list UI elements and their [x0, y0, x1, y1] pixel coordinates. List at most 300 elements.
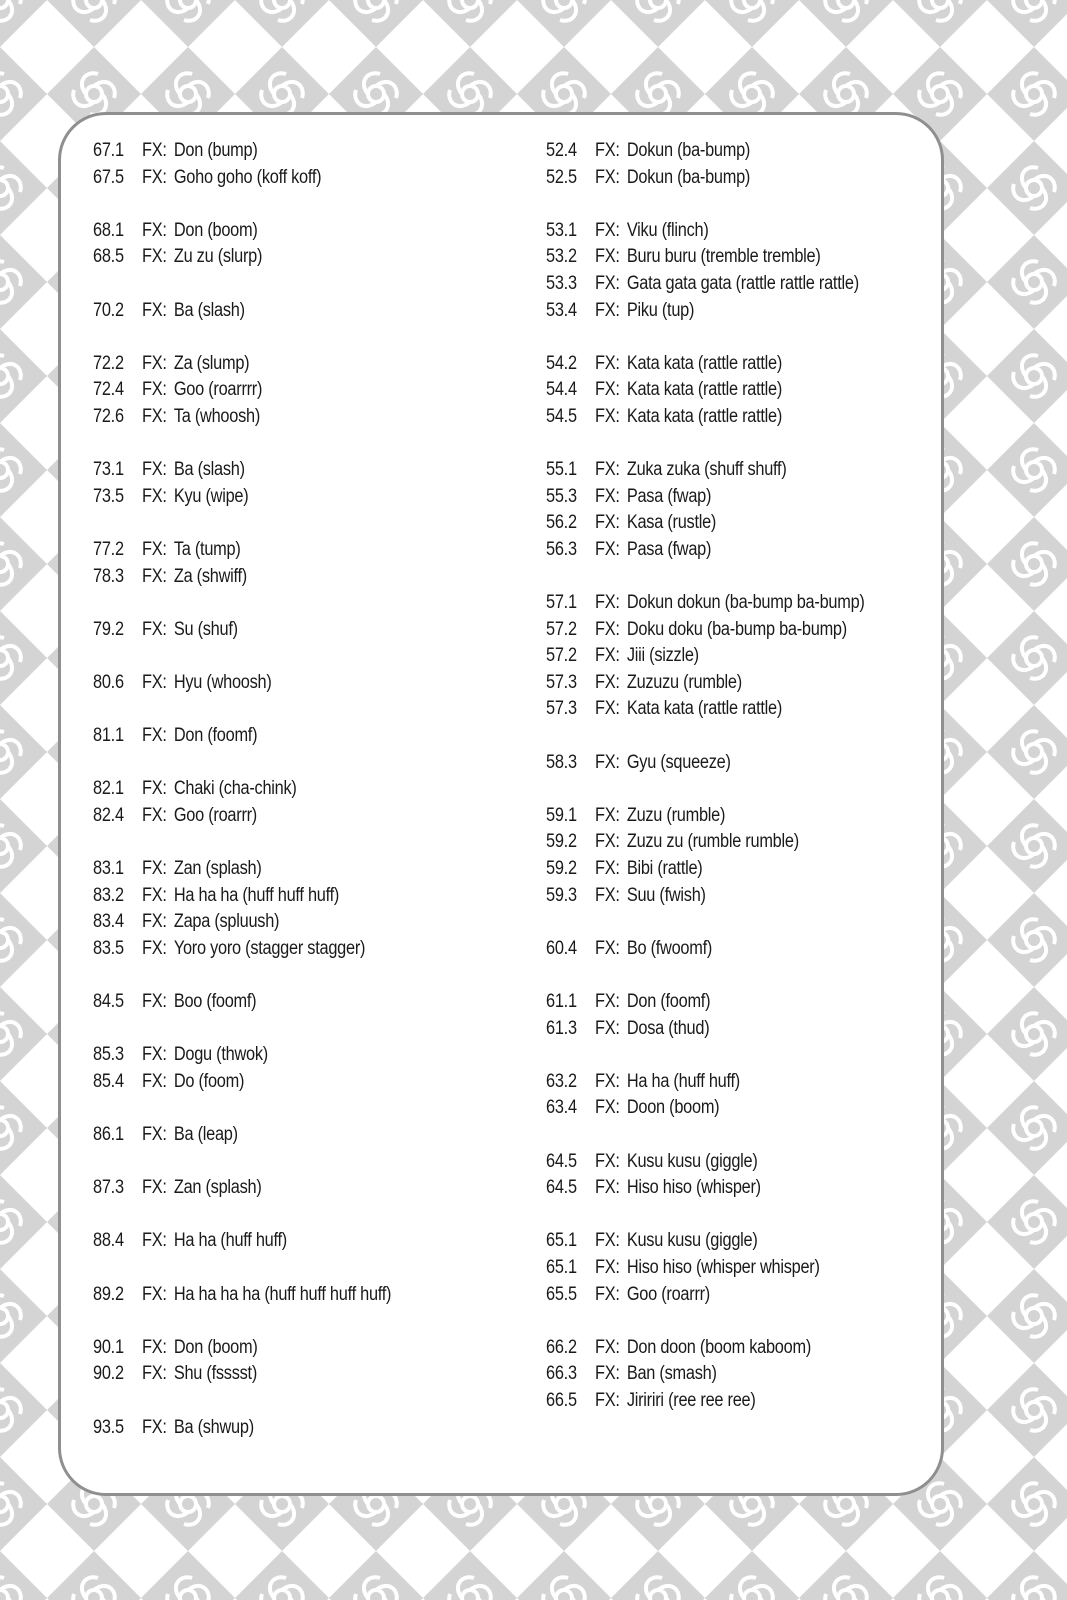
- page-panel-number: 79.2: [93, 618, 124, 640]
- fx-text: Don doon (boom kaboom): [626, 1336, 812, 1358]
- fx-text: Dogu (thwok): [173, 1044, 268, 1066]
- fx-label: FX:: [142, 1416, 167, 1438]
- page-panel-number: 63.2: [546, 1070, 577, 1092]
- fx-entry: [93, 723, 454, 750]
- fx-entry: [546, 936, 907, 963]
- fx-group: [546, 750, 966, 777]
- fx-text: Ta (tump): [173, 538, 241, 560]
- page-panel-number: 73.5: [93, 485, 124, 507]
- fx-label: FX:: [142, 1283, 167, 1305]
- fx-text: Kyu (wipe): [173, 485, 249, 507]
- fx-entry: [93, 351, 454, 378]
- page-panel-number: 66.3: [546, 1363, 577, 1385]
- page-panel-number: 61.3: [546, 1017, 577, 1039]
- fx-label: FX:: [595, 299, 620, 321]
- fx-group: [546, 936, 966, 963]
- fx-label: FX:: [595, 1230, 620, 1252]
- fx-text: Doku doku (ba-bump ba-bump): [626, 618, 847, 640]
- fx-text: Zan (splash): [173, 858, 262, 880]
- page-panel-number: 65.1: [546, 1230, 577, 1252]
- fx-entry: [93, 244, 454, 271]
- page-panel-number: 90.1: [93, 1336, 124, 1358]
- page-panel-number: 59.1: [546, 804, 577, 826]
- fx-group: [546, 457, 966, 563]
- page-panel-number: 83.4: [93, 911, 124, 933]
- fx-entry: [93, 1361, 454, 1388]
- fx-entry: [93, 803, 454, 830]
- fx-group: [93, 670, 513, 697]
- fx-entry: [93, 856, 454, 883]
- page-panel-number: 85.4: [93, 1070, 124, 1092]
- fx-label: FX:: [142, 565, 167, 587]
- fx-text: Hiso hiso (whisper): [626, 1177, 761, 1199]
- page-panel-number: 56.3: [546, 538, 577, 560]
- fx-text: Ba (shwup): [173, 1416, 254, 1438]
- fx-entry: [93, 1175, 454, 1202]
- fx-label: FX:: [142, 1177, 167, 1199]
- fx-label: FX:: [142, 725, 167, 747]
- fx-label: FX:: [595, 698, 620, 720]
- fx-entry: [546, 1255, 907, 1282]
- fx-entry: [546, 1388, 907, 1415]
- fx-entry: [93, 670, 454, 697]
- fx-label: FX:: [142, 911, 167, 933]
- fx-entry: [546, 989, 907, 1016]
- fx-label: FX:: [595, 459, 620, 481]
- fx-entry: [546, 298, 907, 325]
- fx-group: [93, 1122, 513, 1149]
- page-panel-number: 63.4: [546, 1097, 577, 1119]
- fx-text: Buru buru (tremble tremble): [626, 246, 821, 268]
- page-panel-number: 55.3: [546, 485, 577, 507]
- fx-label: FX:: [595, 804, 620, 826]
- fx-label: FX:: [595, 1363, 620, 1385]
- fx-entry: [93, 457, 454, 484]
- fx-text: Hiso hiso (whisper whisper): [626, 1256, 820, 1278]
- page-panel-number: 59.2: [546, 831, 577, 853]
- fx-entry: [546, 138, 907, 165]
- fx-entry: [546, 351, 907, 378]
- page-panel-number: 66.2: [546, 1336, 577, 1358]
- page-panel-number: 57.3: [546, 698, 577, 720]
- fx-label: FX:: [595, 1336, 620, 1358]
- fx-entry: [93, 1069, 454, 1096]
- fx-label: FX:: [595, 538, 620, 560]
- fx-group: [93, 723, 513, 750]
- fx-label: FX:: [595, 1017, 620, 1039]
- page-panel-number: 89.2: [93, 1283, 124, 1305]
- page-panel-number: 60.4: [546, 937, 577, 959]
- fx-text: Kata kata (rattle rattle): [626, 698, 783, 720]
- fx-label: FX:: [142, 991, 167, 1012]
- fx-text: Jiririri (ree ree ree): [626, 1389, 756, 1411]
- fx-entry: [93, 404, 454, 431]
- page-panel-number: 67.1: [93, 140, 124, 161]
- page-panel-number: 57.3: [546, 671, 577, 693]
- fx-entry: [546, 510, 907, 537]
- fx-entry: [546, 1016, 907, 1043]
- page-panel-number: 73.1: [93, 459, 124, 481]
- page-panel-number: 68.1: [93, 219, 124, 241]
- fx-label: FX:: [142, 538, 167, 560]
- fx-entry: [93, 484, 454, 511]
- fx-group: [546, 1335, 966, 1415]
- fx-label: FX:: [595, 858, 620, 880]
- fx-label: FX:: [142, 379, 167, 401]
- fx-text: Goo (roarrrr): [173, 379, 263, 401]
- page-panel-number: 84.5: [93, 991, 124, 1012]
- page-panel-number: 85.3: [93, 1044, 124, 1066]
- fx-text: Boo (foomf): [173, 991, 257, 1012]
- fx-label: FX:: [595, 512, 620, 534]
- fx-label: FX:: [142, 804, 167, 826]
- right-column: [546, 138, 966, 1441]
- fx-entry: [93, 1122, 454, 1149]
- fx-text: Piku (tup): [626, 299, 695, 321]
- fx-label: FX:: [595, 645, 620, 667]
- fx-label: FX:: [142, 485, 167, 507]
- page-panel-number: 82.1: [93, 778, 124, 800]
- fx-group: [546, 1228, 966, 1308]
- fx-group: [546, 1069, 966, 1122]
- fx-text: Kata kata (rattle rattle): [626, 405, 783, 427]
- fx-text: Do (foom): [173, 1070, 245, 1092]
- fx-label: FX:: [595, 405, 620, 427]
- fx-text: Suu (fwish): [626, 884, 706, 906]
- fx-label: FX:: [595, 379, 620, 401]
- fx-group: [546, 989, 966, 1042]
- fx-text: Zuzu (rumble): [626, 804, 726, 826]
- page-panel-number: 55.1: [546, 459, 577, 481]
- fx-text: Kasa (rustle): [626, 512, 717, 534]
- fx-label: FX:: [595, 272, 620, 294]
- fx-label: FX:: [595, 485, 620, 507]
- fx-group: [93, 1282, 513, 1309]
- fx-group: [546, 803, 966, 909]
- page-panel-number: 81.1: [93, 725, 124, 747]
- page-panel-number: 57.1: [546, 592, 577, 614]
- fx-entry: [546, 1228, 907, 1255]
- fx-group: [546, 1149, 966, 1202]
- fx-text: Don (boom): [173, 1336, 258, 1358]
- page-panel-number: 72.6: [93, 405, 124, 427]
- fx-label: FX:: [142, 219, 167, 241]
- fx-entry: [93, 1335, 454, 1362]
- fx-entry: [93, 909, 454, 936]
- fx-text: Ban (smash): [626, 1363, 717, 1385]
- fx-text: Don (boom): [173, 219, 258, 241]
- fx-group: [546, 590, 966, 723]
- fx-text: Goo (roarrr): [173, 804, 258, 826]
- page-panel-number: 72.4: [93, 379, 124, 401]
- fx-text: Viku (flinch): [626, 219, 709, 241]
- fx-entry: [546, 696, 907, 723]
- fx-text: Za (slump): [173, 352, 250, 374]
- fx-text: Gyu (squeeze): [626, 751, 731, 773]
- page-panel-number: 64.5: [546, 1150, 577, 1172]
- fx-entry: [546, 165, 907, 192]
- fx-label: FX:: [595, 246, 620, 268]
- fx-label: FX:: [142, 459, 167, 481]
- fx-label: FX:: [595, 884, 620, 906]
- fx-group: [93, 856, 513, 962]
- fx-label: FX:: [595, 1389, 620, 1411]
- fx-entry: [546, 883, 907, 910]
- left-column: [93, 138, 513, 1468]
- fx-entry: [93, 1415, 454, 1442]
- page-panel-number: 83.5: [93, 937, 124, 959]
- page-panel-number: 59.3: [546, 884, 577, 906]
- fx-entry: [546, 537, 907, 564]
- fx-label: FX:: [142, 858, 167, 880]
- fx-label: FX:: [595, 937, 620, 959]
- fx-entry: [546, 643, 907, 670]
- fx-text: Dokun (ba-bump): [626, 166, 751, 188]
- fx-label: FX:: [142, 1070, 167, 1092]
- fx-label: FX:: [595, 991, 620, 1012]
- fx-label: FX:: [595, 1070, 620, 1092]
- page-panel-number: 57.2: [546, 618, 577, 640]
- fx-label: FX:: [142, 352, 167, 374]
- fx-group: [93, 776, 513, 829]
- fx-text: Ha ha ha ha (huff huff huff huff): [173, 1283, 392, 1305]
- fx-label: FX:: [595, 1283, 620, 1305]
- page-panel-number: 83.2: [93, 884, 124, 906]
- fx-label: FX:: [142, 1336, 167, 1358]
- fx-label: FX:: [595, 166, 620, 188]
- fx-text: Doon (boom): [626, 1097, 720, 1119]
- fx-label: FX:: [595, 592, 620, 614]
- fx-entry: [93, 1042, 454, 1069]
- fx-entry: [93, 776, 454, 803]
- page-panel-number: 67.5: [93, 166, 124, 188]
- fx-label: FX:: [595, 1177, 620, 1199]
- fx-label: FX:: [142, 140, 167, 161]
- fx-group: [93, 1175, 513, 1202]
- fx-text: Zapa (spluush): [173, 911, 280, 933]
- fx-label: FX:: [142, 671, 167, 693]
- fx-text: Dokun (ba-bump): [626, 140, 751, 161]
- fx-entry: [546, 590, 907, 617]
- fx-entry: [546, 484, 907, 511]
- fx-group: [93, 617, 513, 644]
- fx-entry: [546, 829, 907, 856]
- fx-entry: [93, 138, 454, 165]
- fx-group: [93, 138, 513, 191]
- fx-text: Ha ha (huff huff): [626, 1070, 740, 1092]
- page-panel-number: 88.4: [93, 1230, 124, 1252]
- fx-entry: [546, 457, 907, 484]
- fx-entry: [546, 1149, 907, 1176]
- fx-label: FX:: [595, 352, 620, 374]
- fx-text: Pasa (fwap): [626, 538, 712, 560]
- page-panel-number: 61.1: [546, 991, 577, 1012]
- fx-entry: [546, 1335, 907, 1362]
- fx-entry: [546, 750, 907, 777]
- fx-label: FX:: [142, 166, 167, 188]
- fx-entry: [546, 244, 907, 271]
- fx-entry: [546, 1069, 907, 1096]
- fx-label: FX:: [142, 246, 167, 268]
- fx-text: Chaki (cha-chink): [173, 778, 297, 800]
- fx-entry: [546, 670, 907, 697]
- fx-text: Dosa (thud): [626, 1017, 710, 1039]
- page-panel-number: 78.3: [93, 565, 124, 587]
- fx-text: Jiii (sizzle): [626, 645, 699, 667]
- fx-entry: [546, 1095, 907, 1122]
- fx-label: FX:: [142, 1044, 167, 1066]
- fx-entry: [546, 1175, 907, 1202]
- fx-entry: [93, 1282, 454, 1309]
- fx-group: [93, 1228, 513, 1255]
- fx-text: Su (shuf): [173, 618, 238, 640]
- fx-group: [546, 218, 966, 324]
- page-panel-number: 53.2: [546, 246, 577, 268]
- fx-entry: [93, 564, 454, 591]
- fx-label: FX:: [142, 1123, 167, 1145]
- fx-entry: [546, 218, 907, 245]
- fx-entry: [546, 1282, 907, 1309]
- fx-text: Ha ha (huff huff): [173, 1230, 287, 1252]
- page-panel-number: 70.2: [93, 299, 124, 321]
- fx-group: [546, 138, 966, 191]
- fx-label: FX:: [595, 219, 620, 241]
- fx-text: Kusu kusu (giggle): [626, 1230, 758, 1252]
- fx-text: Ta (whoosh): [173, 405, 261, 427]
- fx-text: Dokun dokun (ba-bump ba-bump): [626, 592, 865, 614]
- fx-text: Zuzu zu (rumble rumble): [626, 831, 799, 853]
- fx-text: Don (bump): [173, 140, 258, 161]
- page-panel-number: 53.4: [546, 299, 577, 321]
- page-panel-number: 56.2: [546, 512, 577, 534]
- page-panel-number: 80.6: [93, 671, 124, 693]
- fx-entry: [93, 989, 454, 1016]
- fx-text: Pasa (fwap): [626, 485, 712, 507]
- fx-entry: [93, 617, 454, 644]
- fx-label: FX:: [595, 618, 620, 640]
- fx-text: Yoro yoro (stagger stagger): [173, 937, 366, 959]
- fx-group: [93, 1335, 513, 1388]
- fx-entry: [546, 377, 907, 404]
- page-panel-number: 77.2: [93, 538, 124, 560]
- fx-entry: [546, 856, 907, 883]
- fx-text: Shu (fsssst): [173, 1363, 258, 1385]
- page-panel-number: 90.2: [93, 1363, 124, 1385]
- fx-text: Goho goho (koff koff): [173, 166, 322, 188]
- fx-text: Bo (fwoomf): [626, 937, 713, 959]
- fx-text: Zu zu (slurp): [173, 246, 263, 268]
- fx-label: FX:: [142, 405, 167, 427]
- fx-entry: [93, 377, 454, 404]
- page-panel-number: 72.2: [93, 352, 124, 374]
- page-panel-number: 68.5: [93, 246, 124, 268]
- fx-label: FX:: [142, 778, 167, 800]
- fx-group: [93, 218, 513, 271]
- fx-text: Don (foomf): [173, 725, 258, 747]
- fx-text: Ba (leap): [173, 1123, 238, 1145]
- fx-text: Zan (splash): [173, 1177, 262, 1199]
- page-panel-number: 65.5: [546, 1283, 577, 1305]
- fx-text: Ha ha ha (huff huff huff): [173, 884, 340, 906]
- page-panel-number: 52.5: [546, 166, 577, 188]
- page-panel-number: 83.1: [93, 858, 124, 880]
- page-panel-number: 64.5: [546, 1177, 577, 1199]
- fx-label: FX:: [142, 1230, 167, 1252]
- page-panel-number: 52.4: [546, 140, 577, 161]
- fx-label: FX:: [142, 618, 167, 640]
- fx-label: FX:: [595, 671, 620, 693]
- fx-group: [93, 351, 513, 431]
- fx-group: [93, 298, 513, 325]
- fx-entry: [546, 1361, 907, 1388]
- page-panel-number: 86.1: [93, 1123, 124, 1145]
- page-panel-number: 93.5: [93, 1416, 124, 1438]
- fx-text: Zuzuzu (rumble): [626, 671, 742, 693]
- fx-text: Ba (slash): [173, 299, 245, 321]
- fx-group: [93, 1042, 513, 1095]
- fx-label: FX:: [142, 1363, 167, 1385]
- fx-entry: [93, 218, 454, 245]
- fx-entry: [93, 936, 454, 963]
- fx-group: [93, 1415, 513, 1442]
- fx-label: FX:: [595, 1150, 620, 1172]
- fx-text: Goo (roarrr): [626, 1283, 711, 1305]
- page-panel-number: 59.2: [546, 858, 577, 880]
- fx-label: FX:: [142, 299, 167, 321]
- page-panel-number: 65.1: [546, 1256, 577, 1278]
- fx-group: [546, 351, 966, 431]
- page-panel-number: 58.3: [546, 751, 577, 773]
- fx-label: FX:: [142, 884, 167, 906]
- fx-entry: [546, 271, 907, 298]
- page-panel-number: 54.4: [546, 379, 577, 401]
- fx-text: Don (foomf): [626, 991, 711, 1012]
- fx-entry: [546, 617, 907, 644]
- fx-group: [93, 989, 513, 1016]
- page-panel-number: 87.3: [93, 1177, 124, 1199]
- fx-text: Kusu kusu (giggle): [626, 1150, 758, 1172]
- fx-text: Ba (slash): [173, 459, 245, 481]
- fx-text: Gata gata gata (rattle rattle rattle): [626, 272, 859, 294]
- page-panel-number: 82.4: [93, 804, 124, 826]
- fx-label: FX:: [142, 937, 167, 959]
- fx-entry: [546, 803, 907, 830]
- fx-entry: [546, 404, 907, 431]
- fx-label: FX:: [595, 1256, 620, 1278]
- fx-label: FX:: [595, 831, 620, 853]
- fx-label: FX:: [595, 1097, 620, 1119]
- fx-text: Kata kata (rattle rattle): [626, 352, 783, 374]
- fx-text: Hyu (whoosh): [173, 671, 272, 693]
- fx-entry: [93, 165, 454, 192]
- page-panel-number: 54.2: [546, 352, 577, 374]
- page-panel-number: 53.1: [546, 219, 577, 241]
- fx-group: [93, 457, 513, 510]
- fx-entry: [93, 883, 454, 910]
- fx-entry: [93, 298, 454, 325]
- page-panel-number: 54.5: [546, 405, 577, 427]
- page-panel-number: 66.5: [546, 1389, 577, 1411]
- fx-text: Zuka zuka (shuff shuff): [626, 459, 787, 481]
- page-panel-number: 57.2: [546, 645, 577, 667]
- fx-label: FX:: [595, 751, 620, 773]
- fx-entry: [93, 537, 454, 564]
- fx-label: FX:: [595, 140, 620, 161]
- fx-text: Za (shwiff): [173, 565, 247, 587]
- fx-text: Kata kata (rattle rattle): [626, 379, 783, 401]
- fx-text: Bibi (rattle): [626, 858, 703, 880]
- page-panel-number: 53.3: [546, 272, 577, 294]
